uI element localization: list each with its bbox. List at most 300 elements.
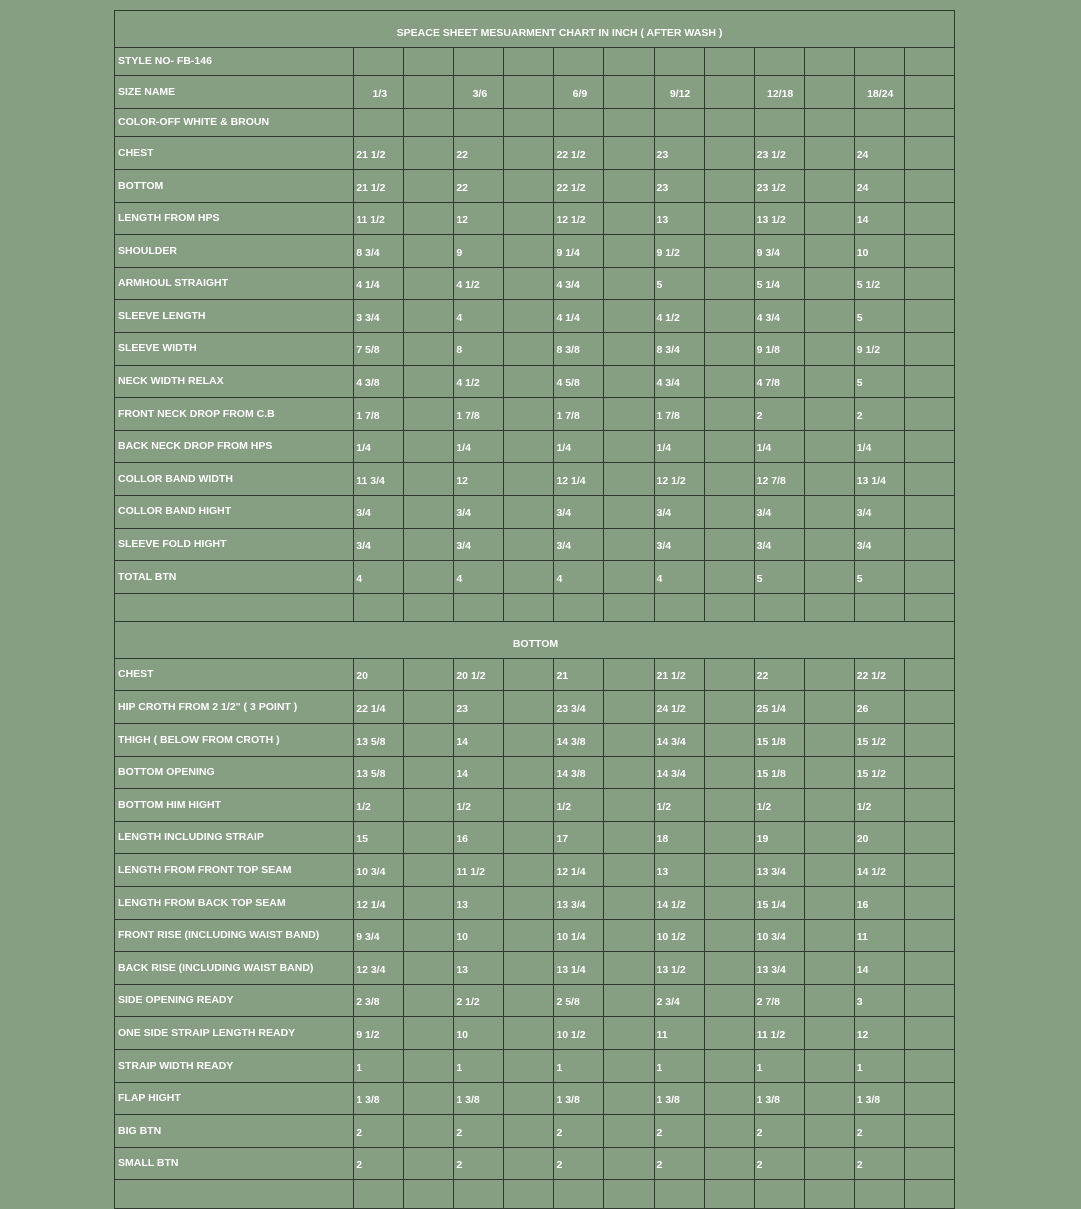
blank-row: [115, 1180, 955, 1209]
blank-row: [115, 593, 955, 622]
measurement-value: 11 3/4: [354, 463, 404, 496]
measurement-value: 4: [654, 561, 704, 594]
row-label: SHOULDER: [115, 235, 354, 268]
empty-cell: [554, 593, 604, 622]
measurement-value: 22 1/2: [854, 658, 904, 691]
measurement-value: 14 3/4: [654, 756, 704, 789]
measurement-value: 13: [454, 887, 504, 920]
empty-cell: [404, 952, 454, 985]
empty-cell: [604, 887, 654, 920]
measurement-value: 22: [754, 658, 804, 691]
measurement-value: 1/2: [554, 789, 604, 822]
table-row: [115, 365, 955, 398]
empty-cell: [804, 495, 854, 528]
empty-cell: [804, 332, 854, 365]
empty-cell: [404, 267, 454, 300]
measurement-value: 14: [454, 724, 504, 757]
row-label: ARMHOUL STRAIGHT: [115, 267, 354, 300]
empty-cell: [404, 332, 454, 365]
table-row: [115, 235, 955, 268]
table-row: [115, 1147, 955, 1180]
row-label: ONE SIDE STRAIP LENGTH READY: [115, 1017, 354, 1050]
measurement-value: 13 5/8: [354, 756, 404, 789]
empty-cell: [654, 593, 704, 622]
empty-cell: [904, 300, 954, 333]
measurement-value: 13: [454, 952, 504, 985]
row-label: LENGTH FROM BACK TOP SEAM: [115, 887, 354, 920]
empty-cell: [504, 235, 554, 268]
measurement-value: 4: [354, 561, 404, 594]
measurement-value: 4 7/8: [754, 365, 804, 398]
measurement-value: 1: [454, 1050, 504, 1083]
empty-cell: [604, 332, 654, 365]
measurement-value: 2: [354, 1147, 404, 1180]
measurement-value: 22: [454, 169, 504, 202]
empty-cell: [904, 267, 954, 300]
measurement-value: 1 3/8: [554, 1082, 604, 1115]
row-label: SLEEVE WIDTH: [115, 332, 354, 365]
row-label: BACK RISE (INCLUDING WAIST BAND): [115, 952, 354, 985]
measurement-value: 1 7/8: [354, 398, 404, 431]
empty-cell: [604, 137, 654, 170]
measurement-value: 22 1/2: [554, 169, 604, 202]
empty-cell: [804, 137, 854, 170]
table-row: [115, 821, 955, 854]
empty-cell: [404, 1147, 454, 1180]
row-label: BACK NECK DROP FROM HPS: [115, 430, 354, 463]
empty-cell: [404, 1180, 454, 1209]
empty-cell: [704, 952, 754, 985]
empty-cell: [904, 76, 954, 109]
measurement-value: 21 1/2: [354, 137, 404, 170]
empty-cell: [704, 593, 754, 622]
empty-cell: [804, 430, 854, 463]
measurement-value: 2 1/2: [454, 984, 504, 1017]
measurement-value: 4 1/4: [554, 300, 604, 333]
measurement-value: 1/2: [454, 789, 504, 822]
measurement-value: 14: [854, 952, 904, 985]
empty-cell: [115, 1180, 354, 1209]
measurement-value: 1 3/8: [354, 1082, 404, 1115]
empty-cell: [504, 495, 554, 528]
empty-cell: [604, 495, 654, 528]
measurement-value: 12: [454, 202, 504, 235]
measurement-value: 2 7/8: [754, 984, 804, 1017]
measurement-value: 9: [454, 235, 504, 268]
measurement-value: 15: [354, 821, 404, 854]
empty-cell: [904, 430, 954, 463]
measurement-value: 13 3/4: [754, 952, 804, 985]
empty-cell: [504, 528, 554, 561]
measurement-value: 1 7/8: [554, 398, 604, 431]
measurement-value: 26: [854, 691, 904, 724]
row-label: FLAP HIGHT: [115, 1082, 354, 1115]
measurement-value: 15 1/2: [854, 724, 904, 757]
empty-cell: [604, 430, 654, 463]
table-row: [115, 398, 955, 431]
measurement-value: 5: [854, 300, 904, 333]
empty-cell: [504, 1147, 554, 1180]
empty-cell: [704, 561, 754, 594]
empty-cell: [604, 1147, 654, 1180]
empty-cell: [704, 658, 754, 691]
measurement-value: 10: [454, 1017, 504, 1050]
row-label: SMALL BTN: [115, 1147, 354, 1180]
empty-cell: [604, 1050, 654, 1083]
table-row: [115, 495, 955, 528]
table-row: [115, 430, 955, 463]
table-row: [115, 332, 955, 365]
empty-cell: [354, 1180, 404, 1209]
row-label: LENGTH INCLUDING STRAIP: [115, 821, 354, 854]
measurement-value: 12 1/2: [554, 202, 604, 235]
measurement-value: 2: [754, 1147, 804, 1180]
empty-cell: [904, 821, 954, 854]
empty-cell: [854, 1180, 904, 1209]
row-label: FRONT NECK DROP FROM C.B: [115, 398, 354, 431]
row-label: COLLOR BAND HIGHT: [115, 495, 354, 528]
empty-cell: [504, 658, 554, 691]
measurement-value: 2: [354, 1115, 404, 1148]
empty-cell: [604, 1180, 654, 1209]
empty-cell: [404, 789, 454, 822]
empty-cell: [904, 235, 954, 268]
empty-cell: [804, 1115, 854, 1148]
measurement-value: 23 3/4: [554, 691, 604, 724]
row-label: STRAIP WIDTH READY: [115, 1050, 354, 1083]
table-row: [115, 1050, 955, 1083]
empty-cell: [504, 1082, 554, 1115]
empty-cell: [404, 919, 454, 952]
empty-cell: [904, 1017, 954, 1050]
measurement-value: 4: [454, 300, 504, 333]
measurement-value: 10: [454, 919, 504, 952]
measurement-value: 20 1/2: [454, 658, 504, 691]
size-name: 18/24: [854, 76, 904, 109]
empty-cell: [354, 108, 404, 137]
empty-cell: [504, 789, 554, 822]
measurement-value: 11 1/2: [354, 202, 404, 235]
empty-cell: [604, 691, 654, 724]
measurement-value: 1 3/8: [454, 1082, 504, 1115]
empty-cell: [604, 202, 654, 235]
measurement-value: 3/4: [754, 528, 804, 561]
measurement-value: 5 1/4: [754, 267, 804, 300]
table-row: [115, 1082, 955, 1115]
empty-cell: [404, 300, 454, 333]
measurement-value: 1: [754, 1050, 804, 1083]
measurement-value: 16: [454, 821, 504, 854]
measurement-value: 7 5/8: [354, 332, 404, 365]
empty-cell: [504, 854, 554, 887]
row-label: BOTTOM: [115, 169, 354, 202]
empty-cell: [604, 756, 654, 789]
empty-cell: [904, 169, 954, 202]
measurement-value: 8: [454, 332, 504, 365]
empty-cell: [804, 463, 854, 496]
measurement-value: 23 1/2: [754, 137, 804, 170]
measurement-value: 4: [454, 561, 504, 594]
measurement-value: 9 3/4: [754, 235, 804, 268]
table-row: [115, 691, 955, 724]
row-label: BIG BTN: [115, 1115, 354, 1148]
row-label: CHEST: [115, 137, 354, 170]
measurement-value: 9 1/2: [854, 332, 904, 365]
measurement-value: 20: [854, 821, 904, 854]
empty-cell: [504, 1115, 554, 1148]
table-row: [115, 789, 955, 822]
table-row: [115, 300, 955, 333]
measurement-value: 13 1/4: [854, 463, 904, 496]
empty-cell: [604, 821, 654, 854]
bottom-section-heading: BOTTOM: [115, 622, 955, 659]
empty-cell: [604, 984, 654, 1017]
empty-cell: [704, 1147, 754, 1180]
table-row: [115, 756, 955, 789]
measurement-value: 3/4: [354, 528, 404, 561]
empty-cell: [504, 463, 554, 496]
measurement-value: 16: [854, 887, 904, 920]
empty-cell: [704, 1017, 754, 1050]
empty-cell: [704, 495, 754, 528]
measurement-value: 24: [854, 137, 904, 170]
empty-cell: [904, 463, 954, 496]
empty-cell: [404, 1017, 454, 1050]
empty-cell: [554, 1180, 604, 1209]
row-label: CHEST: [115, 658, 354, 691]
empty-cell: [904, 724, 954, 757]
measurement-value: 15 1/8: [754, 756, 804, 789]
empty-cell: [404, 108, 454, 137]
empty-cell: [804, 528, 854, 561]
empty-cell: [704, 854, 754, 887]
row-label: LENGTH FROM HPS: [115, 202, 354, 235]
measurement-value: 2: [754, 398, 804, 431]
empty-cell: [504, 398, 554, 431]
empty-cell: [804, 365, 854, 398]
empty-cell: [804, 691, 854, 724]
empty-cell: [404, 756, 454, 789]
table-row: [115, 561, 955, 594]
measurement-value: 1 7/8: [454, 398, 504, 431]
measurement-value: 4 1/4: [354, 267, 404, 300]
style-number: STYLE NO- FB-146: [115, 47, 354, 76]
empty-cell: [454, 47, 504, 76]
measurement-value: 23: [654, 137, 704, 170]
size-name: 9/12: [654, 76, 704, 109]
empty-cell: [504, 919, 554, 952]
measurement-value: 3/4: [854, 495, 904, 528]
empty-cell: [704, 108, 754, 137]
measurement-value: 1/4: [854, 430, 904, 463]
measurement-value: 5: [854, 561, 904, 594]
measurement-value: 12 1/4: [554, 463, 604, 496]
empty-cell: [604, 1017, 654, 1050]
empty-cell: [504, 169, 554, 202]
measurement-value: 3/4: [354, 495, 404, 528]
table-row: [115, 1115, 955, 1148]
empty-cell: [704, 137, 754, 170]
measurement-value: 13 1/2: [754, 202, 804, 235]
measurement-value: 3/4: [554, 495, 604, 528]
empty-cell: [404, 854, 454, 887]
empty-cell: [654, 47, 704, 76]
measurement-value: 1: [854, 1050, 904, 1083]
measurement-value: 19: [754, 821, 804, 854]
measurement-value: 1 7/8: [654, 398, 704, 431]
measurement-value: 13 3/4: [754, 854, 804, 887]
measurement-value: 5: [854, 365, 904, 398]
empty-cell: [604, 267, 654, 300]
table-row: [115, 137, 955, 170]
row-label: HIP CROTH FROM 2 1/2" ( 3 POINT ): [115, 691, 354, 724]
measurement-value: 3/4: [654, 528, 704, 561]
table-row: [115, 528, 955, 561]
measurement-value: 13: [654, 202, 704, 235]
empty-cell: [854, 47, 904, 76]
empty-cell: [704, 1180, 754, 1209]
empty-cell: [504, 365, 554, 398]
size-name: 1/3: [354, 76, 404, 109]
measurement-value: 24 1/2: [654, 691, 704, 724]
measurement-value: 2: [454, 1115, 504, 1148]
table-row: [115, 952, 955, 985]
empty-cell: [904, 1050, 954, 1083]
empty-cell: [904, 365, 954, 398]
empty-cell: [904, 47, 954, 76]
empty-cell: [354, 47, 404, 76]
empty-cell: [454, 593, 504, 622]
measurement-value: 14: [854, 202, 904, 235]
measurement-value: 11: [854, 919, 904, 952]
row-label: COLLOR BAND WIDTH: [115, 463, 354, 496]
empty-cell: [654, 1180, 704, 1209]
measurement-value: 15 1/8: [754, 724, 804, 757]
empty-cell: [504, 1017, 554, 1050]
empty-cell: [404, 398, 454, 431]
row-label: NECK WIDTH RELAX: [115, 365, 354, 398]
empty-cell: [604, 854, 654, 887]
measurement-value: 2: [854, 1147, 904, 1180]
row-label: BOTTOM OPENING: [115, 756, 354, 789]
empty-cell: [804, 658, 854, 691]
measurement-value: 3 3/4: [354, 300, 404, 333]
empty-cell: [704, 756, 754, 789]
empty-cell: [854, 593, 904, 622]
empty-cell: [804, 984, 854, 1017]
chart-title: SPEACE SHEET MESUARMENT CHART IN INCH ( AFTER WASH ): [115, 11, 955, 48]
title-row: [115, 11, 955, 48]
measurement-value: 10 3/4: [354, 854, 404, 887]
measurement-value: 12 3/4: [354, 952, 404, 985]
measurement-value: 1/4: [554, 430, 604, 463]
empty-cell: [704, 984, 754, 1017]
empty-cell: [404, 235, 454, 268]
empty-cell: [504, 1180, 554, 1209]
measurement-value: 1 3/8: [754, 1082, 804, 1115]
measurement-value: 1/2: [854, 789, 904, 822]
measurement-value: 4 1/2: [454, 267, 504, 300]
empty-cell: [504, 300, 554, 333]
empty-cell: [704, 47, 754, 76]
empty-cell: [404, 47, 454, 76]
empty-cell: [504, 267, 554, 300]
empty-cell: [904, 1147, 954, 1180]
measurement-value: 3/4: [854, 528, 904, 561]
empty-cell: [604, 952, 654, 985]
measurement-value: 1/2: [354, 789, 404, 822]
measurement-value: 4 1/2: [654, 300, 704, 333]
empty-cell: [404, 1050, 454, 1083]
measurement-value: 14 1/2: [854, 854, 904, 887]
measurement-value: 9 1/2: [354, 1017, 404, 1050]
row-label: FRONT RISE (INCLUDING WAIST BAND): [115, 919, 354, 952]
measurement-value: 24: [854, 169, 904, 202]
empty-cell: [754, 47, 804, 76]
empty-cell: [504, 821, 554, 854]
empty-cell: [504, 430, 554, 463]
measurement-value: 9 3/4: [354, 919, 404, 952]
empty-cell: [804, 756, 854, 789]
measurement-value: 12 7/8: [754, 463, 804, 496]
empty-cell: [504, 561, 554, 594]
empty-cell: [704, 789, 754, 822]
empty-cell: [654, 108, 704, 137]
measurement-value: 14 1/2: [654, 887, 704, 920]
measurement-value: 4 1/2: [454, 365, 504, 398]
measurement-value: 3/4: [454, 495, 504, 528]
empty-cell: [504, 756, 554, 789]
empty-cell: [704, 398, 754, 431]
empty-cell: [404, 528, 454, 561]
empty-cell: [804, 108, 854, 137]
measurement-value: 9 1/2: [654, 235, 704, 268]
measurement-value: 2 5/8: [554, 984, 604, 1017]
empty-cell: [404, 724, 454, 757]
empty-cell: [804, 1017, 854, 1050]
row-label: BOTTOM HIM HIGHT: [115, 789, 354, 822]
empty-cell: [404, 561, 454, 594]
empty-cell: [904, 593, 954, 622]
measurement-chart-table: [114, 10, 955, 1209]
empty-cell: [504, 887, 554, 920]
measurement-value: 14: [454, 756, 504, 789]
empty-cell: [604, 561, 654, 594]
measurement-value: 13 5/8: [354, 724, 404, 757]
empty-cell: [604, 235, 654, 268]
measurement-value: 4 3/4: [554, 267, 604, 300]
empty-cell: [404, 887, 454, 920]
empty-cell: [704, 267, 754, 300]
empty-cell: [704, 691, 754, 724]
empty-cell: [504, 1050, 554, 1083]
empty-cell: [554, 47, 604, 76]
measurement-value: 3/4: [554, 528, 604, 561]
empty-cell: [504, 137, 554, 170]
measurement-value: 2: [654, 1115, 704, 1148]
measurement-value: 14 3/8: [554, 724, 604, 757]
empty-cell: [904, 1082, 954, 1115]
measurement-value: 23 1/2: [754, 169, 804, 202]
measurement-value: 1/4: [354, 430, 404, 463]
measurement-value: 25 1/4: [754, 691, 804, 724]
empty-cell: [754, 593, 804, 622]
measurement-value: 1 3/8: [854, 1082, 904, 1115]
empty-cell: [904, 1180, 954, 1209]
measurement-value: 21 1/2: [354, 169, 404, 202]
empty-cell: [904, 919, 954, 952]
empty-cell: [554, 108, 604, 137]
